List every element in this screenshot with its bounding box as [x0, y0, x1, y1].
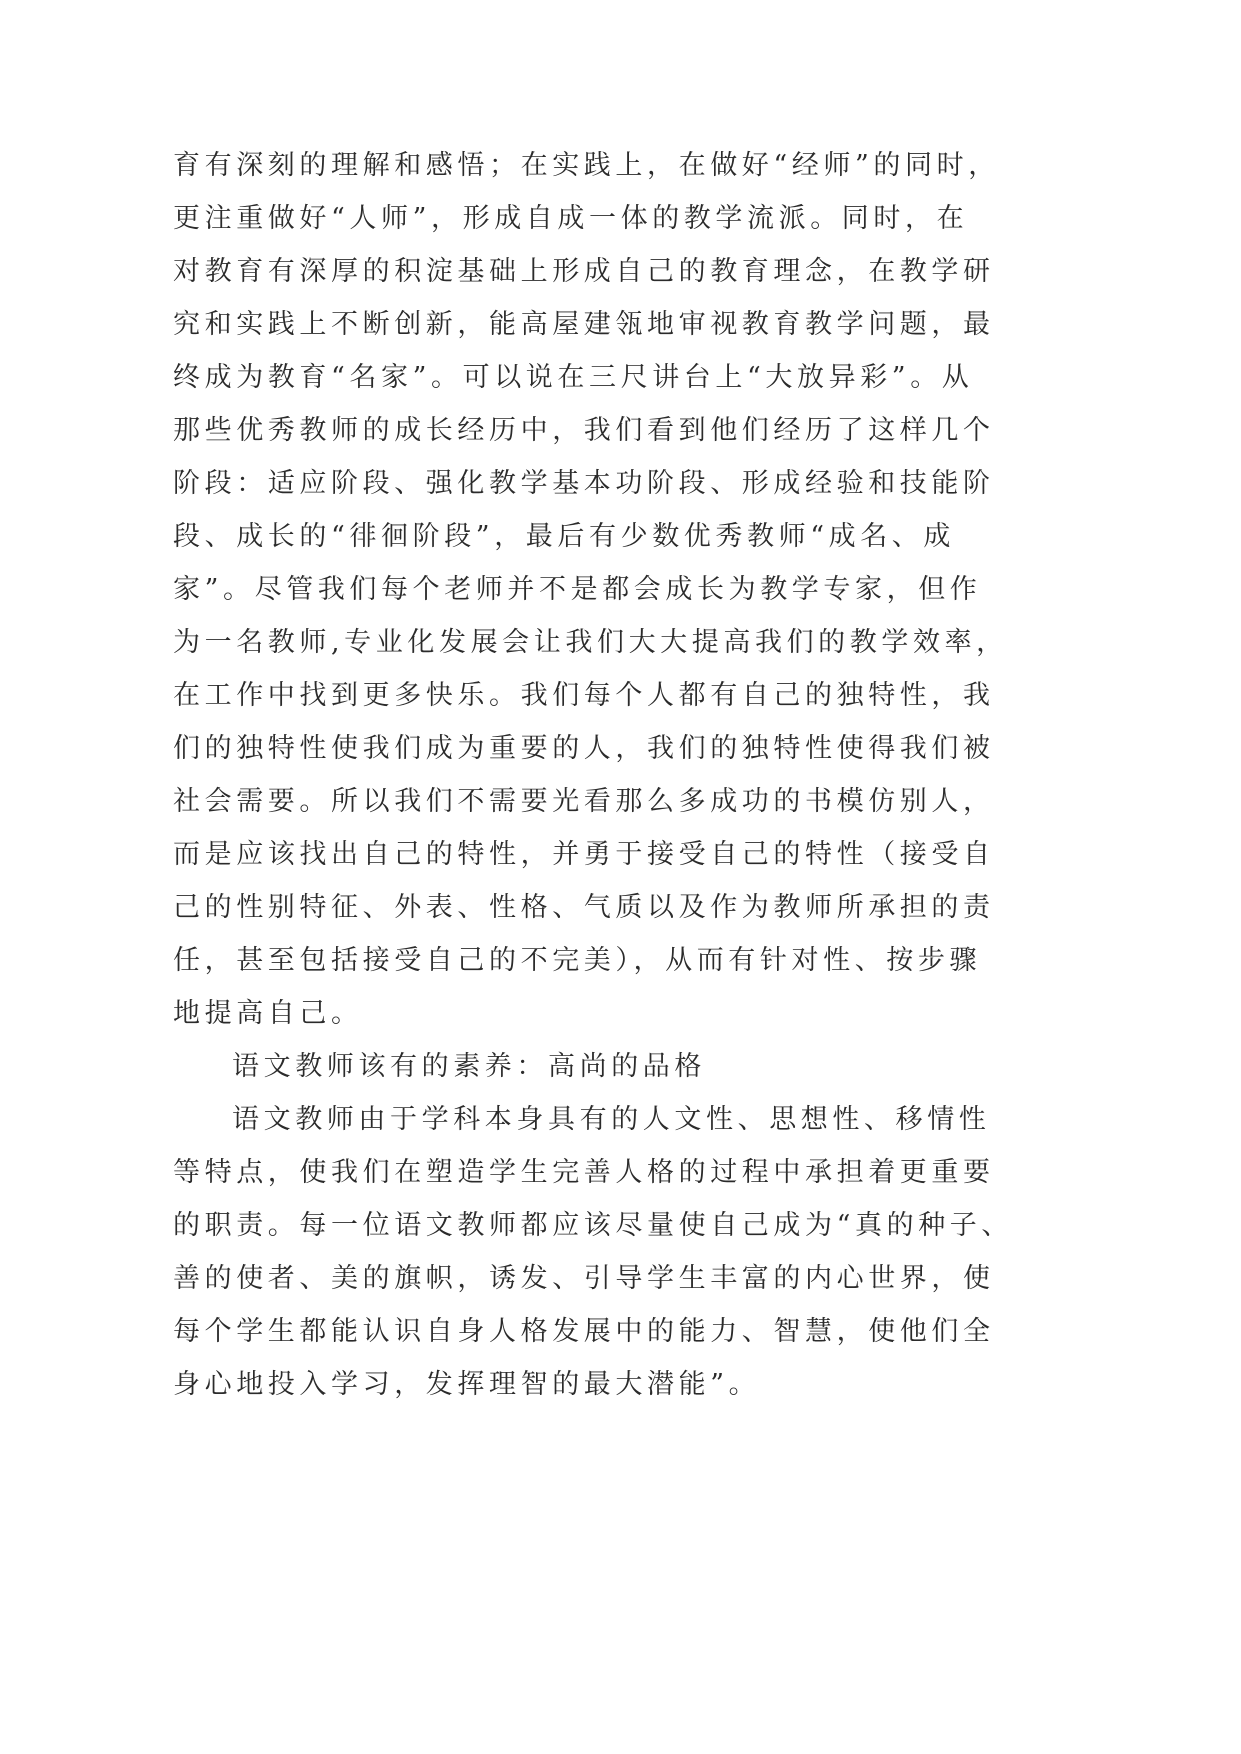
text-line: 地提高自己。: [173, 998, 363, 1029]
text-line: 而是应该找出自己的特性，并勇于接受自己的特性（接受自: [173, 839, 995, 870]
text-line: 对教育有深厚的积淀基础上形成自己的教育理念，在教学研: [173, 256, 995, 287]
text-line: 社会需要。所以我们不需要光看那么多成功的书模仿别人，: [173, 786, 995, 817]
text-line: 善的使者、美的旗帜，诱发、引导学生丰富的内心世界，使: [173, 1263, 995, 1294]
text-line: 等特点，使我们在塑造学生完善人格的过程中承担着更重要: [173, 1157, 995, 1188]
text-line: 究和实践上不断创新，能高屋建瓴地审视教育教学问题，最: [173, 309, 995, 340]
text-line: 每个学生都能认识自身人格发展中的能力、智慧，使他们全: [173, 1316, 995, 1347]
text-line: 终成为教育“名家”。可以说在三尺讲台上“大放异彩”。从: [173, 362, 974, 393]
document-body: [173, 139, 1173, 1411]
text-line: 育有深刻的理解和感悟；在实践上，在做好“经师”的同时，: [173, 150, 1000, 181]
text-line: 家”。尽管我们每个老师并不是都会成长为教学专家，但作: [173, 574, 982, 605]
text-line: 为一名教师,专业化发展会让我们大大提高我们的教学效率，: [173, 627, 1008, 658]
text-line: 己的性别特征、外表、性格、气质以及作为教师所承担的责: [173, 892, 995, 923]
text-line: 那些优秀教师的成长经历中，我们看到他们经历了这样几个: [173, 415, 995, 446]
text-line: 语文教师由于学科本身具有的人文性、思想性、移情性: [232, 1104, 991, 1135]
text-line: 在工作中找到更多快乐。我们每个人都有自己的独特性，我: [173, 680, 995, 711]
text-line: 们的独特性使我们成为重要的人，我们的独特性使得我们被: [173, 733, 995, 764]
text-line: 任，甚至包括接受自己的不完美），从而有针对性、按步骤: [173, 945, 982, 976]
text-line: 更注重做好“人师”，形成自成一体的教学流派。同时，在: [173, 203, 969, 234]
text-line: 阶段：适应阶段、强化教学基本功阶段、形成经验和技能阶: [173, 468, 995, 499]
text-line: 段、成长的“徘徊阶段”，最后有少数优秀教师“成名、成: [173, 521, 956, 552]
text-line: 身心地投入学习，发挥理智的最大潜能”。: [173, 1369, 761, 1400]
section-heading: 语文教师该有的素养：高尚的品格: [232, 1051, 706, 1082]
text-line: 的职责。每一位语文教师都应该尽量使自己成为“真的种子、: [173, 1210, 1014, 1241]
